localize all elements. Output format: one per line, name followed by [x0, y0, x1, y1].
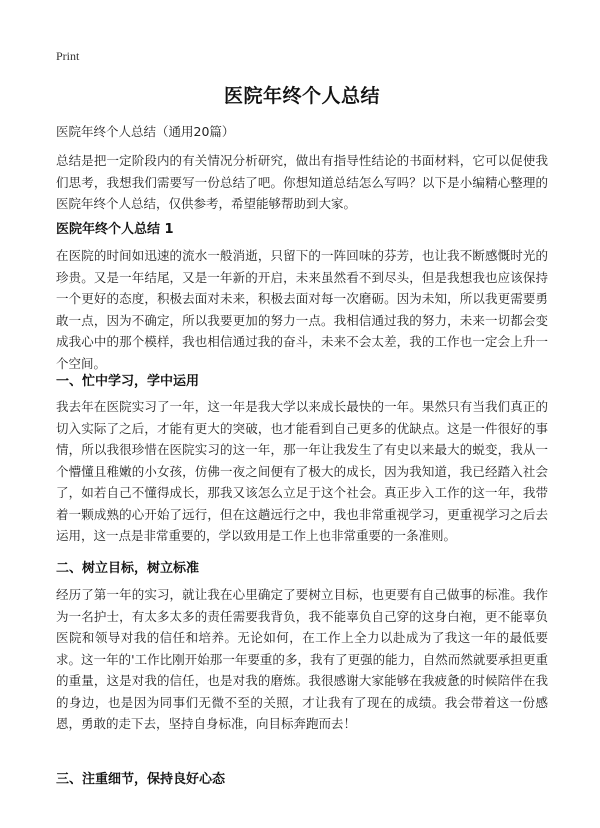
- intro-paragraph: 总结是把一定阶段内的有关情况分析研究，做出有指导性结论的书面材料，它可以促使我们思考，我想我们需要写一份总结了吧。你想知道总结怎么写吗？以下是小编精心整理的医院年终个人总结，仅供参考，希望能够帮助到大家。: [56, 153, 548, 211]
- heading-3: 三、注重细节，保持良好心态: [56, 772, 226, 787]
- heading-2: 二、树立目标，树立标准: [56, 561, 200, 576]
- print-label: Print: [56, 49, 80, 63]
- paragraph-3: 经历了第一年的实习，就让我在心里确定了要树立目标，也更要有自己做事的标准。我作为一名护士，有太多太多的责任需要我背负，我不能辜负自己穿的这身白袍，更不能辜负医院和领导对我的信任和培养。无论如何，在工作上全力以赴成为了我这一年的最低要求。这一年的'工作比刚开始那一年要重的多，我有了更强的能力，自然而然就要承担更重的重量，这是对我的信任，也是对我的磨炼。我很感谢大家能够在我疲惫的时候陪伴在我的身边，也是因为同事们无微不至的关照，才让我有了现在的成绩。我会带着这一份感恩，勇敢的走下去，坚持自身标准，向目标奔跑而去！: [56, 587, 548, 731]
- paragraph-2: 我去年在医院实习了一年，这一年是我大学以来成长最快的一年。果然只有当我们真正的切入实际了之后，才能有更大的突破，也才能看到自己更多的优缺点。这是一件很好的事情，所以我很珍惜在医院实习的这一年，那一年让我发生了有史以来最大的蜕变，我从一个懵懂且稚嫩的小女孩，仿佛一夜之间便有了极大的成长，因为我知道，我已经踏入社会了，如若自己不懂得成长，那我又该怎么立足于这个社会。真正步入工作的这一年，我带着一颗成熟的心开始了远行，但在这趟远行之中，我也非常重视学习，更重视学习之后去运用，这一点是非常重要的，学以致用是工作上也非常重要的一条准则。: [56, 399, 548, 543]
- paragraph-1: 在医院的时间如迅速的流水一般消逝，只留下的一阵回味的芬芳，也让我不断感慨时光的珍贵。又是一年结尾，又是一年新的开启，未来虽然看不到尽头，但是我想我也应该保持一个更好的态度，积极去面对未来，积极去面对每一次磨砺。因为未知，所以我更需要勇敢一点，因为不确定，所以我要更加的努力一点。我相信通过我的努力，未来一切都会变成我心中的那个模样，我也相信通过我的奋斗，未来不会太差，我的工作也一定会上升一个空间。: [56, 248, 548, 371]
- page-title: 医院年终个人总结: [223, 85, 380, 107]
- heading-1: 一、忙中学习，学中运用: [56, 374, 200, 389]
- page-subtitle: 医院年终个人总结（通用20篇）: [56, 124, 235, 139]
- section-title: 医院年终个人总结 1: [56, 222, 174, 237]
